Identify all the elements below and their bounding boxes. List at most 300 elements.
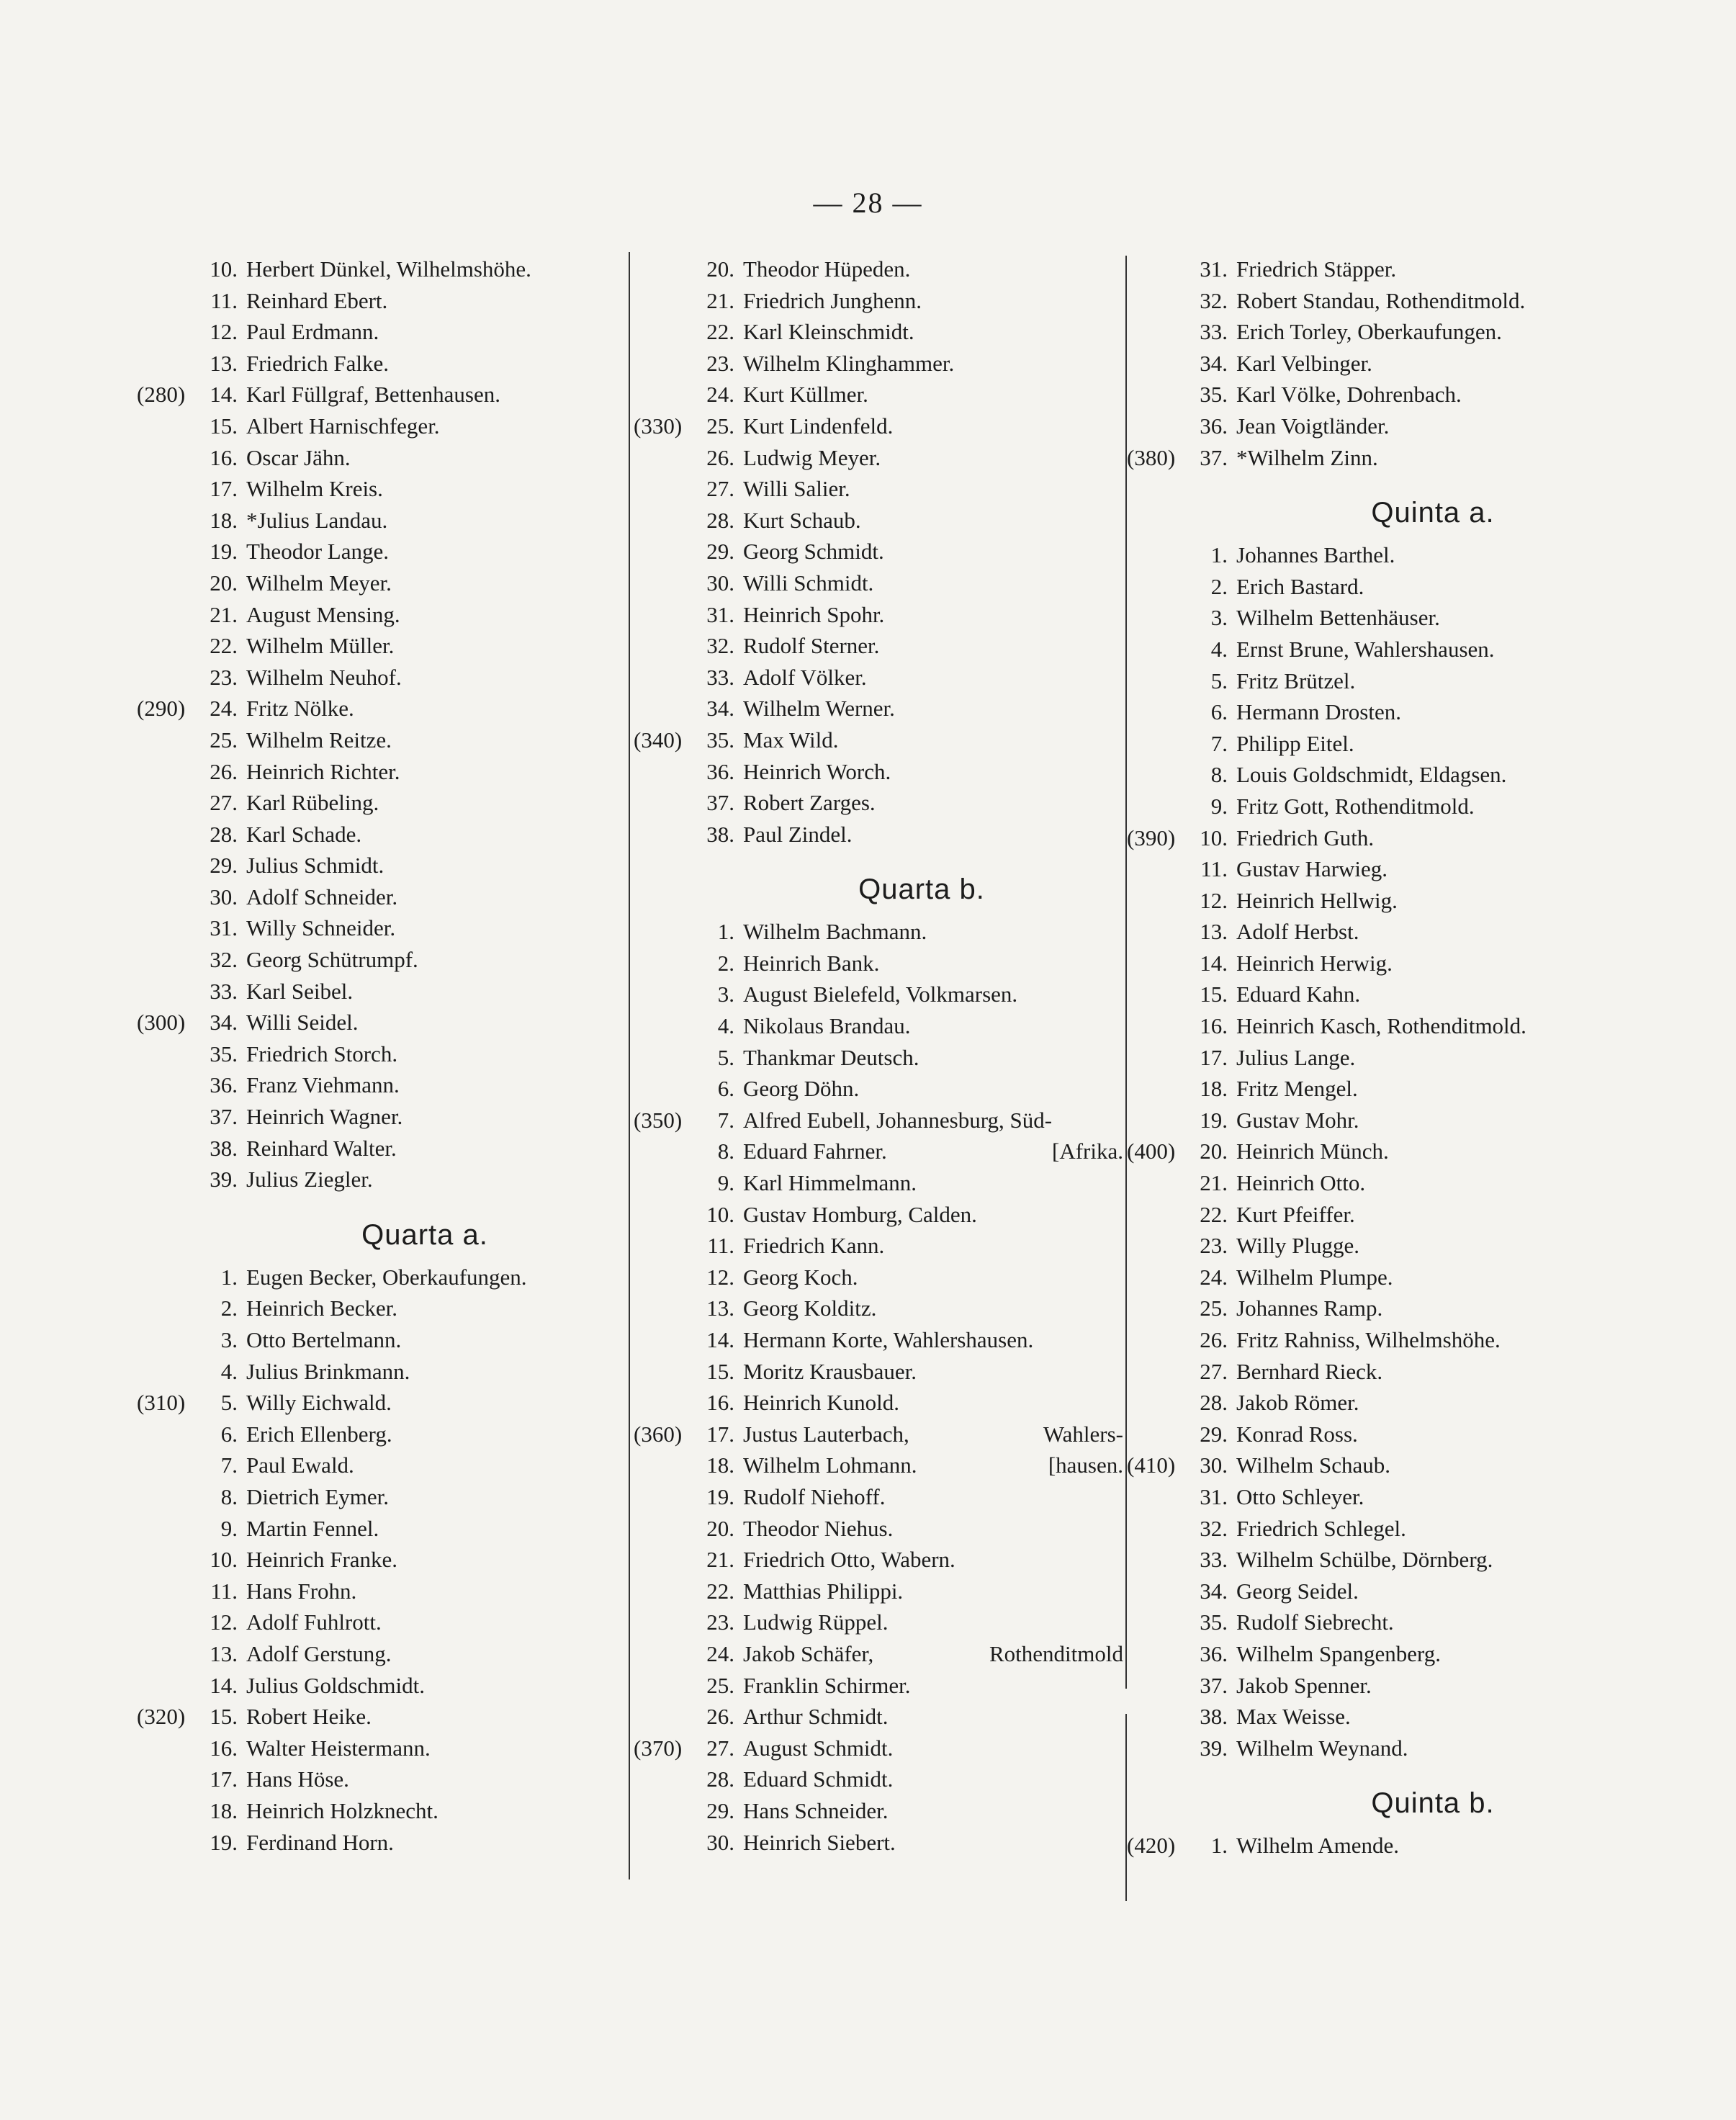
entry-name: Moritz Krausbauer. [743,1358,917,1384]
entry-name-group [743,1230,1123,1262]
entry-name: Franz Viehmann. [246,1072,400,1098]
entry-name: Gustav Mohr. [1236,1107,1359,1133]
entry-number: 27. [706,476,734,502]
column-1 [137,253,626,1858]
entry-number: 37. [706,790,734,816]
entry-name: Heinrich Becker. [246,1295,398,1321]
list-item [1127,539,1652,571]
entry-number: 34. [210,1010,238,1036]
entry-number: 29. [706,539,734,565]
entry-name: Reinhard Walter. [246,1135,397,1161]
entry-name-group [1236,1167,1652,1199]
list-item [1127,285,1652,317]
list-item [137,505,626,536]
entry-name: Erich Ellenberg. [246,1421,392,1447]
entry-code: (330) [634,413,683,439]
entry-name-group [246,567,626,599]
entry-name: Thankmar Deutsch. [743,1044,919,1070]
entry-name-group [743,567,1123,599]
entry-number: 7. [1210,730,1228,756]
entry-name-group [246,1419,626,1450]
entry-name-group [246,1607,626,1638]
entry-name-group [1236,571,1652,603]
entry-name-group [743,693,1123,724]
list-item [137,285,626,317]
entry-name: Hermann Korte, Wahlershausen. [743,1327,1034,1352]
entry-name-group [743,1356,1123,1388]
list-item [137,1356,626,1388]
entry-name: Matthias Philippi. [743,1578,904,1604]
student-list-quarta-b [634,916,1123,1858]
entry-number: 14. [210,1672,238,1698]
list-item [137,976,626,1007]
entry-name-group [246,410,626,442]
list-item [634,442,1123,474]
entry-name-group [246,1387,626,1419]
list-item [1127,1230,1652,1262]
entry-name-group [1236,1481,1652,1513]
list-item [137,944,626,976]
entry-number: 9. [220,1515,238,1541]
entry-name-group [1236,1419,1652,1450]
entry-number: 22. [1200,1201,1228,1227]
entry-continuation: Wahlers- [1043,1421,1123,1447]
list-item [1127,1387,1652,1419]
entry-number: 28. [210,821,238,847]
list-item [1127,1324,1652,1356]
list-item [1127,979,1652,1010]
entry-name-group [246,1544,626,1576]
entry-name-group [246,881,626,913]
entry-name-group [743,1387,1123,1419]
entry-number: 13. [706,1295,734,1321]
entry-number: 4. [220,1358,238,1384]
list-item [634,536,1123,567]
entry-number: 16. [706,1390,734,1416]
entry-name: Wilhelm Müller. [246,633,395,659]
entry-number: 26. [1200,1327,1228,1352]
entry-name: Max Weisse. [1236,1704,1351,1730]
list-item [1127,410,1652,442]
list-item [1127,696,1652,728]
entry-name-group [1236,634,1652,665]
entry-name-group [246,1638,626,1670]
entry-number: 23. [210,664,238,690]
entry-number: 25. [1200,1295,1228,1321]
entry-name: Reinhard Ebert. [246,287,388,313]
list-item [137,410,626,442]
entry-name-group [1236,1701,1652,1733]
list-item [634,1419,1123,1450]
entry-name: Rudolf Niehoff. [743,1483,886,1509]
entry-code: (300) [137,1010,186,1036]
entry-number: 32. [1200,1515,1228,1541]
entry-name-group [246,693,626,724]
entry-name: Nikolaus Brandau. [743,1013,911,1039]
entry-name-group [246,1764,626,1795]
list-item [1127,602,1652,634]
entry-number: 27. [1200,1358,1228,1384]
entry-name-group [1236,602,1652,634]
entry-name: Heinrich Herwig. [1236,950,1393,976]
entry-name-group [743,1544,1123,1576]
entry-name-group [743,473,1123,505]
entry-name: Philipp Eitel. [1236,730,1354,756]
entry-name: Robert Heike. [246,1704,372,1730]
entry-name-group [743,1262,1123,1293]
entry-name-group [743,1513,1123,1545]
entry-name-group [1236,1670,1652,1702]
entry-name-group [246,1007,626,1038]
list-item [1127,822,1652,854]
entry-number: 17. [1200,1044,1228,1070]
entry-number: 35. [1200,382,1228,408]
list-item [137,912,626,944]
entry-name: Hans Frohn. [246,1578,357,1604]
list-item [137,662,626,693]
list-item [137,1387,626,1419]
entry-name: Walter Heistermann. [246,1735,431,1761]
entry-name: Heinrich Worch. [743,758,891,784]
list-item [137,348,626,379]
entry-number: 2. [717,950,734,976]
list-item [1127,316,1652,348]
entry-name-group [246,285,626,317]
entry-number: 18. [210,507,238,533]
entry-name: Georg Seidel. [1236,1578,1359,1604]
list-item [1127,634,1652,665]
entry-name: Wilhelm Bettenhäuser. [1236,605,1440,631]
entry-name-group [1236,1136,1652,1167]
entry-name-group [743,1419,1123,1450]
entry-name: Heinrich Holzknecht. [246,1797,439,1823]
list-item [1127,253,1652,285]
list-item [1127,1010,1652,1042]
entry-name: Friedrich Stäpper. [1236,256,1397,282]
entry-name-group [743,1073,1123,1105]
entry-name: Paul Erdmann. [246,319,379,345]
entry-number: 11. [707,1233,734,1259]
list-item [634,1450,1123,1481]
entry-number: 20. [706,256,734,282]
entry-name-group [1236,791,1652,822]
list-item [137,1419,626,1450]
entry-name-group [246,1827,626,1859]
entry-number: 34. [1200,1578,1228,1604]
entry-number: 19. [706,1483,734,1509]
list-item [1127,1262,1652,1293]
entry-code: (310) [137,1390,186,1416]
entry-name: Oscar Jähn. [246,444,351,470]
list-item [634,756,1123,788]
list-item [137,1795,626,1827]
list-item [634,505,1123,536]
entry-name: Otto Bertelmann. [246,1327,402,1352]
entry-name: Martin Fennel. [246,1515,379,1541]
entry-name-group [1236,665,1652,697]
entry-name: Heinrich Wagner. [246,1104,403,1130]
entry-name-group [743,285,1123,317]
entry-number: 13. [1200,919,1228,945]
entry-number: 21. [706,287,734,313]
entry-number: 7. [717,1107,734,1133]
entry-number: 17. [706,1421,734,1447]
list-item [1127,1199,1652,1231]
entry-code: (320) [137,1704,186,1730]
entry-name: August Bielefeld, Volkmarsen. [743,982,1018,1007]
entry-name: Heinrich Kasch, Rothenditmold. [1236,1013,1526,1039]
entry-name-group [743,505,1123,536]
entry-name-group [743,536,1123,567]
entry-name: Gustav Homburg, Calden. [743,1201,977,1227]
entry-name: Erich Torley, Oberkaufungen. [1236,319,1502,345]
list-item [1127,1356,1652,1388]
list-item [137,1164,626,1195]
list-item [137,536,626,567]
entry-number: 1. [1210,542,1228,568]
list-item [1127,1450,1652,1481]
entry-name: Fritz Rahniss, Wilhelmshöhe. [1236,1327,1501,1352]
list-item [634,410,1123,442]
entry-number: 19. [210,1829,238,1855]
entry-name: Dietrich Eymer. [246,1483,389,1509]
entry-continuation: Rothenditmold [989,1640,1123,1666]
page-number: — 28 — [813,187,923,219]
entry-name-group [743,724,1123,756]
entry-name: Friedrich Storch. [246,1041,398,1066]
entry-name-group [743,819,1123,850]
list-item [1127,1136,1652,1167]
entry-name: Robert Standau, Rothenditmold. [1236,287,1526,313]
entry-number: 23. [1200,1233,1228,1259]
list-item [1127,571,1652,603]
entry-name: Julius Brinkmann. [246,1358,410,1384]
entry-name: Julius Goldschmidt. [246,1672,426,1698]
list-item [1127,1670,1652,1702]
entry-name-group [1236,916,1652,948]
entry-name: Gustav Harwieg. [1236,856,1388,882]
entry-number: 3. [717,982,734,1007]
entry-number: 14. [1200,950,1228,976]
entry-name-group [1236,1576,1652,1607]
list-item [137,1101,626,1133]
entry-name: Karl Himmelmann. [743,1170,917,1196]
entry-number: 21. [210,601,238,627]
list-item [634,1607,1123,1638]
entry-name-group [246,379,626,410]
entry-name: Heinrich Richter. [246,758,400,784]
list-item [634,253,1123,285]
entry-name-group [743,599,1123,631]
student-list [137,253,626,1195]
entry-name-group [246,1133,626,1164]
entry-name-group [246,1733,626,1764]
entry-number: 14. [706,1327,734,1352]
entry-name-group [1236,1324,1652,1356]
entry-name-group [1236,1293,1652,1324]
entry-number: 13. [210,1640,238,1666]
entry-name: Heinrich Otto. [1236,1170,1366,1196]
list-item [1127,1733,1652,1764]
entry-number: 31. [1200,1483,1228,1509]
entry-number: 20. [706,1515,734,1541]
entry-name: Heinrich Hellwig. [1236,887,1398,913]
list-item [634,693,1123,724]
entry-number: 9. [1210,793,1228,819]
entry-name: Wilhelm Bachmann. [743,919,927,945]
entry-name: Adolf Gerstung. [246,1640,392,1666]
entry-name: Jakob Spenner. [1236,1672,1372,1698]
entry-name: Max Wild. [743,727,839,753]
entry-number: 16. [210,444,238,470]
list-item [1127,759,1652,791]
section-heading-quinta-b: Quinta b. [1371,1787,1495,1820]
entry-number: 20. [1200,1138,1228,1164]
student-list-quinta-a [1127,539,1652,1764]
entry-number: 29. [706,1797,734,1823]
list-item [1127,1513,1652,1545]
entry-name: Rudolf Siebrecht. [1236,1609,1394,1635]
entry-number: 11. [210,287,238,313]
list-item [137,1069,626,1101]
entry-number: 38. [1200,1704,1228,1730]
list-item [1127,1544,1652,1576]
entry-number: 6. [220,1421,238,1447]
entry-name: Kurt Schaub. [743,507,861,533]
entry-number: 8. [717,1138,734,1164]
entry-name: Karl Velbinger. [1236,350,1372,376]
entry-number: 1. [1210,1833,1228,1859]
entry-name: Karl Füllgraf, Bettenhausen. [246,382,500,408]
entry-name-group [246,662,626,693]
entry-number: 30. [1200,1452,1228,1478]
entry-name: Heinrich Franke. [246,1547,398,1573]
entry-name: Karl Kleinschmidt. [743,319,914,345]
entry-code: (390) [1127,825,1176,850]
entry-name: Karl Schade. [246,821,362,847]
entry-name: Paul Zindel. [743,821,853,847]
entry-name-group [1236,885,1652,917]
entry-name: *Wilhelm Zinn. [1236,444,1378,470]
list-item [1127,791,1652,822]
entry-name-group [246,850,626,881]
entry-name: Friedrich Otto, Wabern. [743,1547,955,1573]
entry-number: 24. [210,696,238,722]
entry-name-group [1236,1733,1652,1764]
list-item [137,1607,626,1638]
entry-name: Jakob Römer. [1236,1390,1359,1416]
entry-name-group [246,1038,626,1070]
entry-name-group [246,944,626,976]
list-item [634,348,1123,379]
list-item [634,316,1123,348]
entry-name: Fritz Mengel. [1236,1076,1358,1102]
entry-name: Ludwig Meyer. [743,444,881,470]
entry-name: Louis Goldschmidt, Eldagsen. [1236,762,1507,788]
entry-number: 24. [1200,1264,1228,1290]
list-item [137,1513,626,1545]
list-item [634,819,1123,850]
list-item [137,1827,626,1859]
list-item [1127,1419,1652,1450]
entry-number: 15. [1200,982,1228,1007]
entry-name-group [743,1136,1123,1167]
entry-name-group [743,916,1123,948]
entry-name-group [743,787,1123,819]
entry-number: 35. [1200,1609,1228,1635]
entry-name-group [743,979,1123,1010]
list-item [1127,1293,1652,1324]
student-list-quarta-a [137,1262,626,1858]
list-item [137,1481,626,1513]
list-item [137,819,626,850]
entry-name: Kurt Küllmer. [743,382,868,408]
entry-number: 15. [210,1704,238,1730]
entry-name-group [1236,348,1652,379]
entry-name-group [246,473,626,505]
entry-name: Fritz Brützel. [1236,668,1356,693]
entry-name-group [1236,1638,1652,1670]
entry-number: 16. [1200,1013,1228,1039]
list-item [1127,916,1652,948]
entry-name-group [743,630,1123,662]
entry-name: Friedrich Schlegel. [1236,1515,1406,1541]
entry-number: 5. [220,1390,238,1416]
entry-number: 39. [210,1167,238,1192]
entry-name: Fritz Nölke. [246,696,354,722]
entry-name-group [246,536,626,567]
section-heading-quinta-a: Quinta a. [1371,497,1495,529]
entry-name-group [1236,1356,1652,1388]
entry-name-group [743,348,1123,379]
entry-name-group [1236,1450,1652,1481]
entry-code: (410) [1127,1452,1176,1478]
list-item [137,253,626,285]
entry-number: 28. [706,1766,734,1792]
entry-number: 31. [1200,256,1228,282]
entry-name: Theodor Niehus. [743,1515,894,1541]
entry-number: 10. [210,1547,238,1573]
entry-name-group [246,1481,626,1513]
list-item [634,724,1123,756]
entry-name-group [743,410,1123,442]
entry-number: 25. [210,727,238,753]
list-item [634,1827,1123,1859]
entry-name-group [743,1324,1123,1356]
list-item [137,1576,626,1607]
list-item [1127,885,1652,917]
entry-name-group [743,662,1123,693]
entry-name: Hermann Drosten. [1236,699,1401,725]
entry-number: 9. [717,1170,734,1196]
list-item [1127,665,1652,697]
entry-name: Konrad Ross. [1236,1421,1358,1447]
entry-number: 17. [210,1766,238,1792]
list-item [634,1356,1123,1388]
list-item [1127,1167,1652,1199]
entry-name-group [246,912,626,944]
list-item [137,1038,626,1070]
list-item [634,1262,1123,1293]
entry-name-group [743,1638,1123,1670]
entry-name-group [246,1670,626,1702]
entry-number: 35. [706,727,734,753]
entry-number: 21. [1200,1170,1228,1196]
list-item [1127,1105,1652,1136]
entry-name: Willy Schneider. [246,915,396,941]
entry-name: Georg Koch. [743,1264,858,1290]
entry-name: August Mensing. [246,601,400,627]
